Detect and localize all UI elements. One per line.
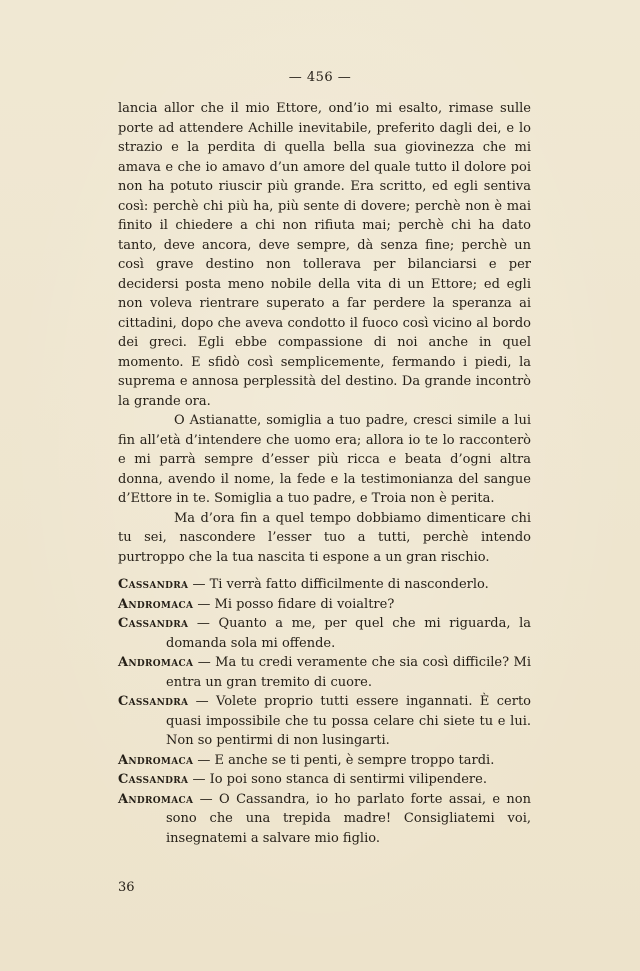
- dialogue-line: [118, 595, 531, 615]
- paragraph: Ma d’ora fin a quel tempo dobbiamo dimenticare chi tu sei, nascondere l’esser tuo a tutti, perchè intendo purtroppo che la tua nascita ti espone a un gran rischio.: [118, 510, 531, 565]
- narrative-block: [118, 99, 531, 567]
- speech-text: — E anche se ti penti, è sempre troppo tardi.: [197, 752, 495, 768]
- speech-text: — Ma tu credi veramente che sia così difficile? Mi entra un gran tremito di cuore.: [166, 655, 531, 690]
- dialogue-line: [118, 770, 531, 790]
- dialogue-line: [118, 751, 531, 771]
- speaker-name: Andromaca: [118, 655, 194, 670]
- speech-text: — O Cassandra, io ho parlato forte assai, e non sono che una trepida madre! Consigliatemi voi, insegnatemi a salvare mio figlio.: [166, 791, 532, 846]
- dialogue-line: [118, 790, 531, 849]
- speaker-name: Andromaca: [118, 752, 194, 768]
- paragraph: O Astianatte, somiglia a tuo padre, cresci simile a lui fin all’età d’intendere che uomo era; allora io te lo racconterò e mi parrà sempre d’esser più ricca e beata d’ogni altra donna, avendo il nome, la fede e la testimonianza del sangue d’Ettore in te. Somiglia a tuo padre, e Troia non è perita.: [118, 413, 531, 506]
- speech-text: — Quanto a me, per quel che mi riguarda, la domanda sola mi offende.: [166, 616, 531, 651]
- speaker-name: Andromaca: [118, 596, 194, 612]
- speaker-name: Andromaca: [118, 791, 194, 807]
- speaker-name: Cassandra: [118, 616, 189, 631]
- page-number: — 456 —: [288, 70, 352, 85]
- speech-text: — Ti verrà fatto difficilmente di nasconderlo.: [192, 577, 489, 592]
- dialogue-block: [118, 575, 531, 848]
- speaker-name: Cassandra: [118, 694, 189, 709]
- speech-text: — Volete proprio tutti essere ingannati. È certo quasi impossibile che tu possa celare chi siete tu e lui. Non so pentirmi di non lusingarti.: [166, 694, 531, 748]
- signature-mark: 36: [118, 880, 135, 895]
- paragraph: lancia allor che il mio Ettore, ond’io mi esalto, rimase sulle porte ad attendere Achille inevitabile, preferito dagli dei, e lo strazio e la perdita di quella bella sua giovinezza che mi amava e che io amavo d’un amore del quale tutto il dolore poi non ha potuto riuscir più grande. Era scritto, ed egli sentiva così: perchè chi più ha, più sente di dovere; perchè non è mai finito il chiedere a chi non rifiuta mai; perchè chi ha dato tanto, deve ancora, deve sempre, dà senza fine; perchè un così grave destino non tollerava per bilanciarsi e per decidersi posta meno nobile della vita di un Ettore; ed egli non voleva rientrare superato a far perdere la speranza ai cittadini, dopo che aveva condotto il fuoco così vicino al bordo dei greci. Egli ebbe compassione di noi anche in quel momento. E sfidò così semplicemente, fermando i piedi, la suprema e annosa perplessità del destino. Da grande incontrò la grande ora.: [118, 101, 531, 409]
- speech-text: — Mi posso fidare di voialtre?: [197, 596, 395, 612]
- speech-text: — Io poi sono stanca di sentirmi vilipendere.: [192, 772, 487, 787]
- dialogue-line: [118, 575, 531, 595]
- speaker-name: Cassandra: [118, 577, 189, 592]
- dialogue-line: [118, 653, 531, 692]
- dialogue-line: [118, 692, 531, 751]
- dialogue-line: [118, 614, 531, 653]
- speaker-name: Cassandra: [118, 772, 189, 787]
